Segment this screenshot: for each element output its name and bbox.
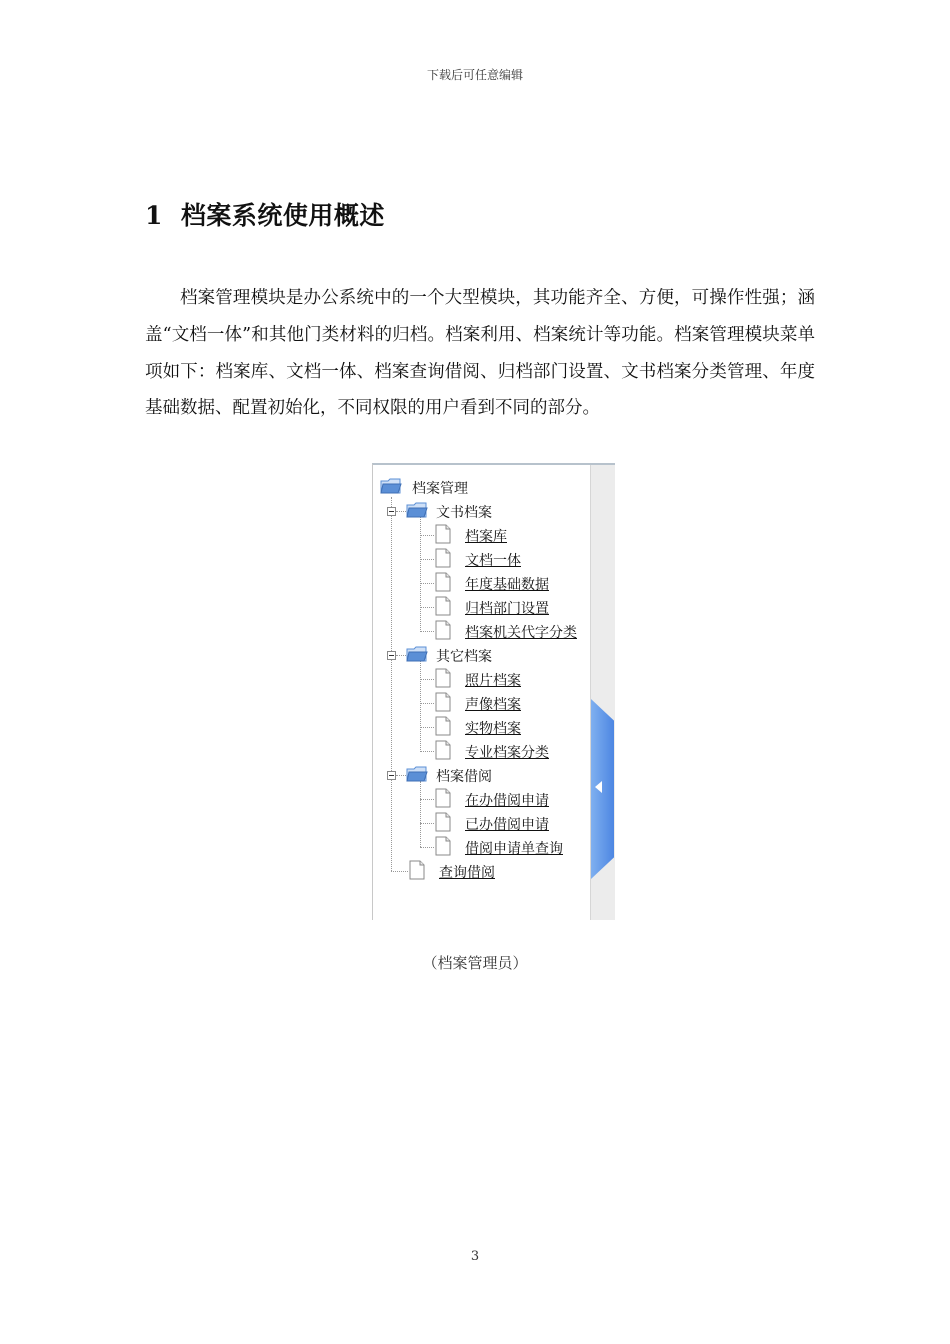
tree-node-label: 文书档案: [436, 505, 492, 521]
tree-node-label: 借阅申请单查询: [465, 841, 563, 857]
tree-node-label: 其它档案: [436, 649, 492, 665]
tree-item[interactable]: [373, 836, 588, 858]
document-icon: [435, 740, 451, 760]
collapse-toggle-icon[interactable]: [387, 771, 396, 780]
folder-open-icon: [406, 765, 428, 783]
tree-line: [420, 727, 434, 728]
tree-node-label: 档案库: [465, 529, 507, 545]
tree-item[interactable]: [373, 548, 588, 570]
document-icon: [435, 812, 451, 832]
tree-node-label: 档案机关代字分类: [465, 625, 577, 641]
tree-item[interactable]: [373, 812, 588, 834]
tree-node-label: 已办借阅申请: [465, 817, 549, 833]
document-icon: [435, 788, 451, 808]
tree-node-label: 实物档案: [465, 721, 521, 737]
page-number: 3: [470, 1249, 480, 1264]
tree-item[interactable]: [373, 572, 588, 594]
tree-node-label: 照片档案: [465, 673, 521, 689]
tree-line: [420, 535, 434, 536]
tree-line: [420, 703, 434, 704]
tree-line: [420, 559, 434, 560]
tree-node-label: 专业档案分类: [465, 745, 549, 761]
tree-item[interactable]: [373, 788, 588, 810]
tree-line: [420, 799, 434, 800]
page-header: 下载后可任意编辑: [426, 68, 523, 82]
tree-group-3[interactable]: [373, 764, 588, 786]
folder-open-icon: [406, 501, 428, 519]
document-icon: [435, 572, 451, 592]
document-icon: [435, 524, 451, 544]
tree-node-label: 声像档案: [465, 697, 521, 713]
tree-line: [396, 655, 406, 656]
tree-node-label: 在办借阅申请: [465, 793, 549, 809]
tree-line: [396, 511, 406, 512]
section-title: [145, 196, 385, 232]
tree-node-label: 档案借阅: [436, 769, 492, 785]
tree-node-label: 归档部门设置: [465, 601, 549, 617]
tree-group-1[interactable]: [373, 500, 588, 522]
collapse-arrow-icon: [595, 781, 602, 793]
tree-leaf-query-borrow[interactable]: [373, 860, 588, 882]
tree-line: [391, 871, 408, 872]
document-icon: [435, 836, 451, 856]
tree-line: [420, 583, 434, 584]
figure-caption: （档案管理员）: [422, 954, 528, 972]
folder-open-icon: [406, 645, 428, 663]
collapse-toggle-icon[interactable]: [387, 651, 396, 660]
collapse-toggle-icon[interactable]: [387, 507, 396, 516]
tree-root-archive-management[interactable]: [373, 476, 588, 498]
tree-line: [420, 631, 434, 632]
tree-group-2[interactable]: [373, 644, 588, 666]
document-icon: [435, 668, 451, 688]
tree-node-label: 文档一体: [465, 553, 521, 569]
tree-node-label: 档案管理: [412, 481, 468, 497]
tree-item[interactable]: [373, 596, 588, 618]
tree-item[interactable]: [373, 620, 588, 642]
tree-item[interactable]: [373, 692, 588, 714]
tree-line: [420, 751, 434, 752]
folder-open-icon: [380, 477, 402, 495]
tree-item[interactable]: [373, 524, 588, 546]
tree-line: [420, 823, 434, 824]
body-paragraph: 档案管理模块是办公系统中的一个大型模块，其功能齐全、方便，可操作性强；涵盖“文档一体”和其他门类材料的归档。档案利用、档案统计等功能。档案管理模块菜单项如下：档案库、文档一体、档案查询借阅、归档部门设置、文书档案分类管理、年度基础数据、配置初始化，不同权限的用户看到不同的部分。: [145, 288, 815, 419]
document-icon: [435, 692, 451, 712]
tree-item[interactable]: [373, 668, 588, 690]
archive-tree-panel: [372, 463, 615, 920]
tree-item[interactable]: [373, 716, 588, 738]
tree-line: [420, 607, 434, 608]
tree-node-label: 查询借阅: [439, 865, 495, 881]
collapse-panel-tab[interactable]: [591, 699, 614, 879]
document-icon: [435, 548, 451, 568]
tree-node-label: 年度基础数据: [465, 577, 549, 593]
section-title-text: 档案系统使用概述: [180, 201, 385, 230]
document-icon: [435, 620, 451, 640]
document-icon: [409, 860, 425, 880]
section-number: 1: [145, 201, 163, 230]
tree-line: [420, 679, 434, 680]
document-icon: [435, 596, 451, 616]
tree-item[interactable]: [373, 740, 588, 762]
tree-line: [396, 775, 406, 776]
document-icon: [435, 716, 451, 736]
tree-line: [420, 847, 434, 848]
